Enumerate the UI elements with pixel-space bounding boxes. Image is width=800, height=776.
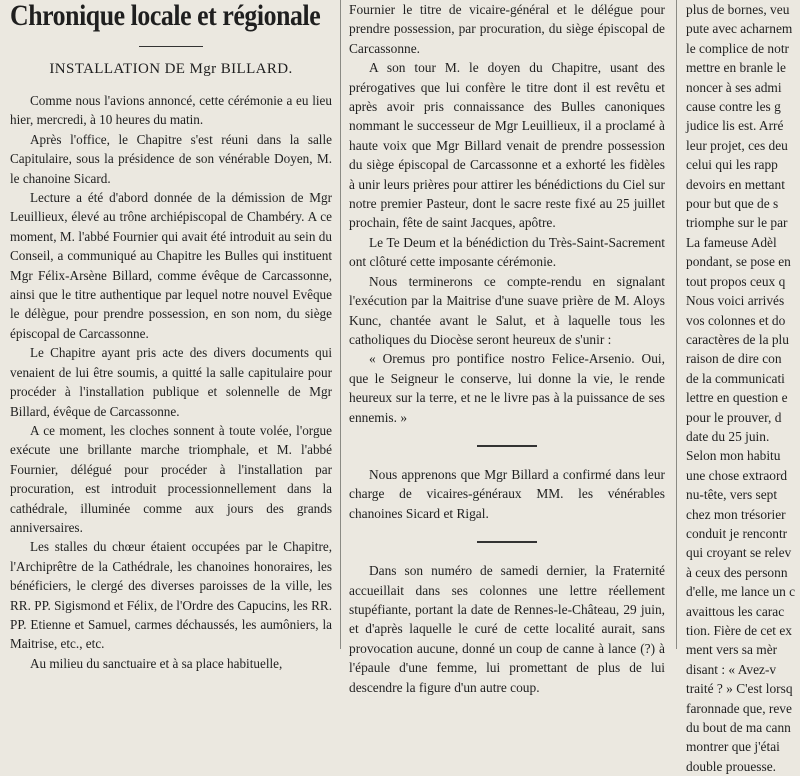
text-line: du bout de ma cann — [686, 720, 791, 736]
text-line: tion. Fière de cet ex — [686, 623, 792, 638]
paragraph: Après l'office, le Chapitre s'est réuni dans la salle Capitulaire, sous la présidence de son vénérable Doyen, M. le chanoine Sicard. — [10, 131, 332, 186]
text-line: pour le prouver, d — [686, 409, 782, 425]
text-line: leur projet, ces deu — [686, 137, 788, 153]
paragraph: « Oremus pro pontifice nostro Felice-Arsenio. Oui, que le Seigneur le conserve, lui donne la vie, le rende heureux sur la terre, et ne le livre pas à la puissance de ses ennemis. » — [349, 351, 665, 425]
text-line: mettre en branle le — [686, 60, 787, 76]
text-line: celui qui les rapp — [686, 157, 778, 173]
text-line: chez mon trésorier — [686, 506, 786, 522]
article-heading: INSTALLATION DE Mgr BILLARD. — [49, 61, 293, 77]
text-line: La fameuse Adèl — [686, 234, 777, 250]
text-line: une chose extraord — [686, 467, 788, 483]
article-separator — [477, 541, 537, 543]
text-line: à ceux des personn — [686, 564, 788, 580]
paragraph: Le Te Deum et la bénédiction du Très-Saint-Sacrement ont clôturé cette imposante cérémonie. — [349, 234, 665, 270]
text-line: judice lis est. Arré — [686, 118, 784, 134]
text-line: Selon mon habitu — [686, 448, 781, 464]
text-line: d'elle, me lance un c — [686, 584, 796, 600]
paragraph: Comme nous l'avions annoncé, cette cérémonie a eu lieu hier, mercredi, à 10 heures du matin. — [10, 93, 332, 128]
text-line: vos colonnes et do — [686, 312, 786, 328]
text-line: pour but que de s — [686, 196, 779, 212]
text-line: conduit je rencontr — [686, 525, 788, 541]
paragraph: Lecture a été d'abord donnée de la démission de Mgr Leuillieux, élevé au trône archiépiscopal de Chambéry. A ce moment, M. l'abbé Fournier qui avait été introduit au sein du Conseil, a communiqué au Chapitre les Bulles qui instituent Mgr Félix-Arsène Billard, comme évêque de Carcassonne, ainsi que le titre authentique par lequel notre nouvel Evêque le délègue, pour prendre possession, en son nom, du siège épiscopal de Carcassonne. — [10, 190, 332, 341]
article-separator — [477, 445, 537, 447]
column-right — [686, 0, 800, 774]
paragraph: Dans son numéro de samedi dernier, la Fraternité accueillait dans ses colonnes une lettre réellement stupéfiante, portant la date de Rennes-le-Château, 29 juin, et d'après laquelle le curé de cette localité aurait, sans provocation aucune, donné un coup de canne à lance (?) à l'épaule d'une femme, lui promettant de plus de lui descendre la figure d'un autre coup. — [349, 563, 665, 695]
text-line: le complice de notr — [686, 40, 789, 56]
paragraph: A ce moment, les cloches sonnent à toute volée, l'orgue exécute une brillante marche triomphale, et M. l'abbé Fournier, délégué pour procéder à l'installation par procuration, est introduit processionnellement dans la cathédrale, illuminée comme aux jours des grands anniversaires. — [10, 422, 332, 535]
paragraph: Les stalles du chœur étaient occupées par le Chapitre, l'Archiprêtre de la Cathédrale, les chanoines honoraires, les bénéficiers, le clergé des diverses paroisses de la ville, les RR. PP. Sigismond et Félix, de l'Ordre des Capucins, les RR. PP. Etienne et Samuel, carmes déchaussés, les aumôniers, la Maitrise, etc., etc. — [10, 539, 332, 652]
column-middle — [349, 0, 665, 695]
paragraph: Nous terminerons ce compte-rendu en signalant l'exécution par la Maitrise d'une suave prière de M. Aloys Kunc, chantée avant le Salut, et à laquelle tous les catholiques du Diocèse seront heureux de s'unir : — [349, 273, 665, 347]
text-line: pondant, se pose en — [686, 254, 791, 270]
text-line: traité ? » C'est lorsq — [686, 681, 793, 697]
text-line: avaittous les carac — [686, 603, 785, 619]
text-line: nu-tête, vers sept — [686, 487, 778, 503]
paragraph: Fournier le titre de vicaire-général et le délégue pour prendre possession, par procuration, du siège épiscopal de Carcassonne. — [349, 2, 665, 56]
text-line: qui croyant se relev — [686, 545, 792, 561]
text-line: disant : « Avez-v — [686, 661, 777, 677]
column-rule — [676, 0, 677, 649]
text-line: double prouesse. — [686, 758, 776, 774]
text-line: montrer que j'étai — [686, 739, 780, 755]
text-line: pute avec acharnem — [686, 21, 793, 37]
title-divider — [139, 46, 203, 47]
column-rule — [340, 0, 341, 649]
text-line: tout propos ceux q — [686, 273, 786, 289]
text-line: devoirs en mettant — [686, 176, 785, 192]
text-line: ment vers sa mèr — [686, 642, 778, 658]
paragraph: Nous apprenons que Mgr Billard a confirmé dans leur charge de vicaires-généraux MM. les vénérables chanoines Sicard et Rigal. — [349, 466, 665, 521]
text-line: Nous voici arrivés — [686, 293, 785, 309]
text-line: plus de bornes, veu — [686, 2, 790, 17]
text-line: date du 25 juin. — [686, 428, 770, 444]
text-line: noncer à ses admi — [686, 79, 782, 95]
column-left — [10, 0, 332, 671]
paragraph: Le Chapitre ayant pris acte des divers documents qui venaient de lui être soumis, a quitté la salle capitulaire pour procéder à l'installation publique et solennelle de Mgr Billard, évêque de Carcassonne. — [10, 345, 332, 419]
text-line: lettre en question e — [686, 390, 788, 406]
paragraph: Au milieu du sanctuaire et à sa place habituelle, — [30, 655, 283, 671]
text-line: faronnade que, reve — [686, 700, 792, 716]
text-line: cause contre les g — [686, 99, 781, 115]
text-line: de la communicati — [686, 370, 785, 386]
text-line: caractères de la plu — [686, 331, 789, 347]
text-line: raison de dire con — [686, 351, 782, 367]
paragraph: A son tour M. le doyen du Chapitre, usant des prérogatives que lui confère le titre dont il est revêtu et après avoir pris connaissance des Bulles canoniques nommant le successeur de Mgr Leuillieux, il a proclamé à haute voix que Mgr Billard venait de prendre possession du siège épiscopal de Carcassonne et a exhorté les fidèles à unir leurs prières pour attirer les bénédictions du Ciel sur notre premier Pasteur, dont le sacre reste fixé au 25 juillet prochain, fête de saint Jacques, apôtre. — [349, 60, 665, 231]
text-line: triomphe sur le par — [686, 215, 788, 231]
section-masthead: Chronique locale et régionale — [10, 0, 321, 32]
